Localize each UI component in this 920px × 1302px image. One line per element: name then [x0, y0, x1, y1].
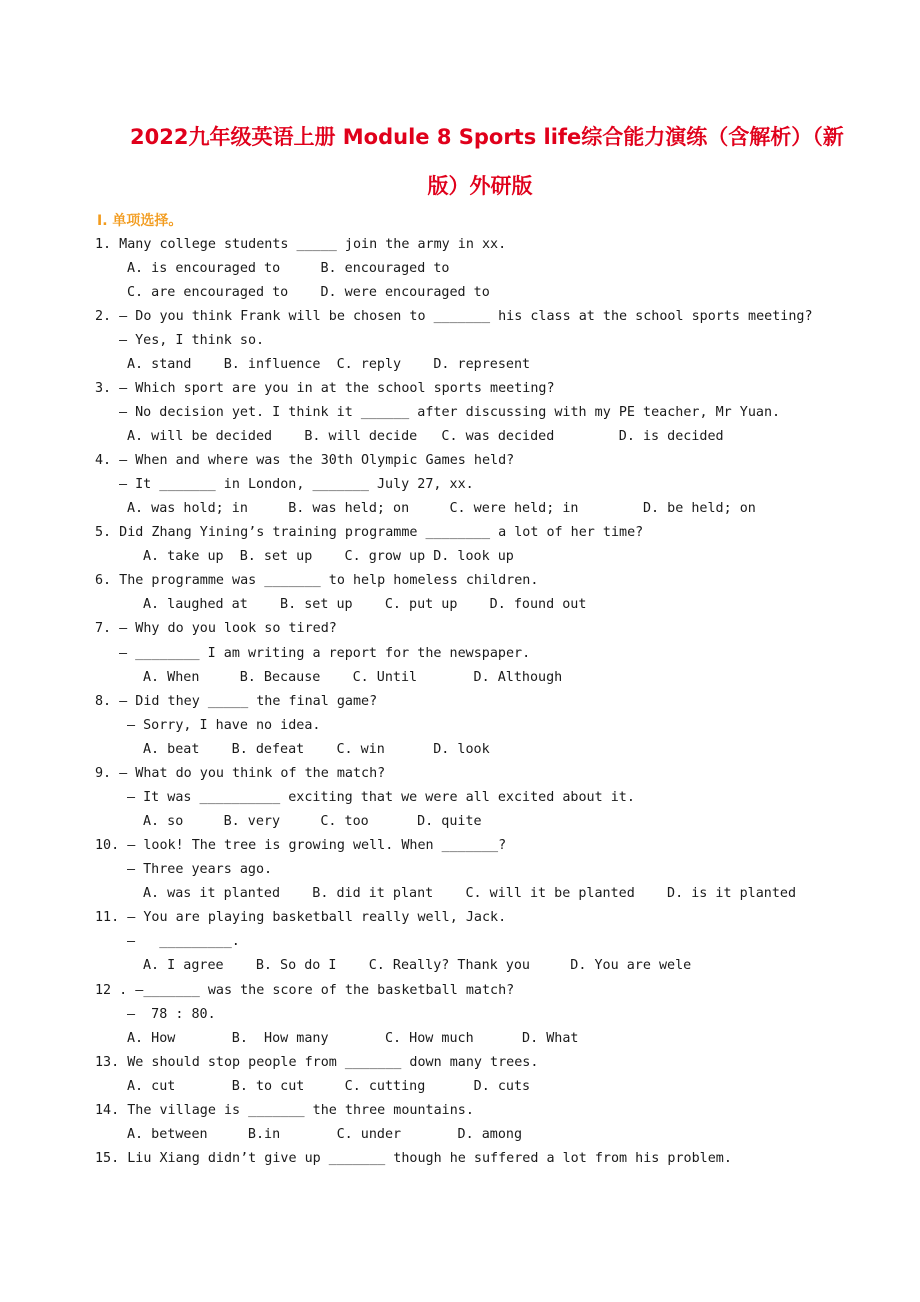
dialogue-line: — _________.	[127, 934, 240, 949]
question-stem: 8. — Did they _____ the final game?	[95, 694, 378, 709]
dialogue-line: — 78 : 80.	[127, 1007, 216, 1022]
dialogue-line: — Sorry, I have no idea.	[127, 718, 321, 733]
question-stem: 7. — Why do you look so tired?	[95, 621, 337, 636]
dialogue-line: — It _______ in London, _______ July 27, xx.	[119, 477, 474, 492]
answer-options: C. are encouraged to D. were encouraged to	[127, 285, 490, 300]
dialogue-line: — Three years ago.	[127, 862, 273, 877]
question-stem: 13. We should stop people from _______ down many trees.	[95, 1055, 539, 1070]
dialogue-line: — No decision yet. I think it ______ after discussing with my PE teacher, Mr Yuan.	[119, 405, 781, 420]
question-stem: 6. The programme was _______ to help homeless children.	[95, 573, 539, 588]
answer-options: A. How B. How many C. How much D. What	[127, 1031, 579, 1046]
answer-options: A. When B. Because C. Until D. Although	[143, 670, 563, 685]
answer-options: A. is encouraged to B. encouraged to	[127, 261, 450, 276]
answer-options: A. will be decided B. will decide C. was decided D. is decided	[127, 429, 724, 444]
document-title-line-2: 版）外研版	[427, 174, 533, 198]
dialogue-line: — ________ I am writing a report for the newspaper.	[119, 646, 531, 661]
question-stem: 4. — When and where was the 30th Olympic Games held?	[95, 453, 515, 468]
question-stem: 9. — What do you think of the match?	[95, 766, 386, 781]
question-stem: 15. Liu Xiang didn’t give up _______ though he suffered a lot from his problem.	[95, 1151, 732, 1166]
question-stem: 1. Many college students _____ join the army in xx.	[95, 237, 507, 252]
answer-options: A. take up B. set up C. grow up D. look up	[143, 549, 514, 564]
answer-options: A. beat B. defeat C. win D. look	[143, 742, 490, 757]
answer-options: A. was hold; in B. was held; on C. were held; in D. be held; on	[127, 501, 756, 516]
question-stem: 2. — Do you think Frank will be chosen to _______ his class at the school sports meeting?	[95, 309, 813, 324]
answer-options: A. laughed at B. set up C. put up D. found out	[143, 597, 587, 612]
document-title-line-1: 2022九年级英语上册 Module 8 Sports life综合能力演练（含解析）（新	[130, 125, 844, 149]
question-stem: 3. — Which sport are you in at the school sports meeting?	[95, 381, 555, 396]
answer-options: A. between B.in C. under D. among	[127, 1127, 523, 1142]
question-stem: 11. — You are playing basketball really well, Jack.	[95, 910, 507, 925]
answer-options: A. was it planted B. did it plant C. will it be planted D. is it planted	[143, 886, 797, 901]
question-stem: 10. — look! The tree is growing well. When _______?	[95, 838, 507, 853]
dialogue-line: — It was __________ exciting that we were all excited about it.	[127, 790, 635, 805]
question-stem: 14. The village is _______ the three mountains.	[95, 1103, 474, 1118]
answer-options: A. I agree B. So do I C. Really? Thank you D. You are wele	[143, 958, 692, 973]
section-heading: I. 单项选择。	[97, 213, 183, 229]
question-stem: 12 . —_______ was the score of the basketball match?	[95, 983, 515, 998]
question-stem: 5. Did Zhang Yining’s training programme ________ a lot of her time?	[95, 525, 644, 540]
answer-options: A. cut B. to cut C. cutting D. cuts	[127, 1079, 531, 1094]
answer-options: A. stand B. influence C. reply D. represent	[127, 357, 531, 372]
answer-options: A. so B. very C. too D. quite	[143, 814, 482, 829]
dialogue-line: — Yes, I think so.	[119, 333, 265, 348]
